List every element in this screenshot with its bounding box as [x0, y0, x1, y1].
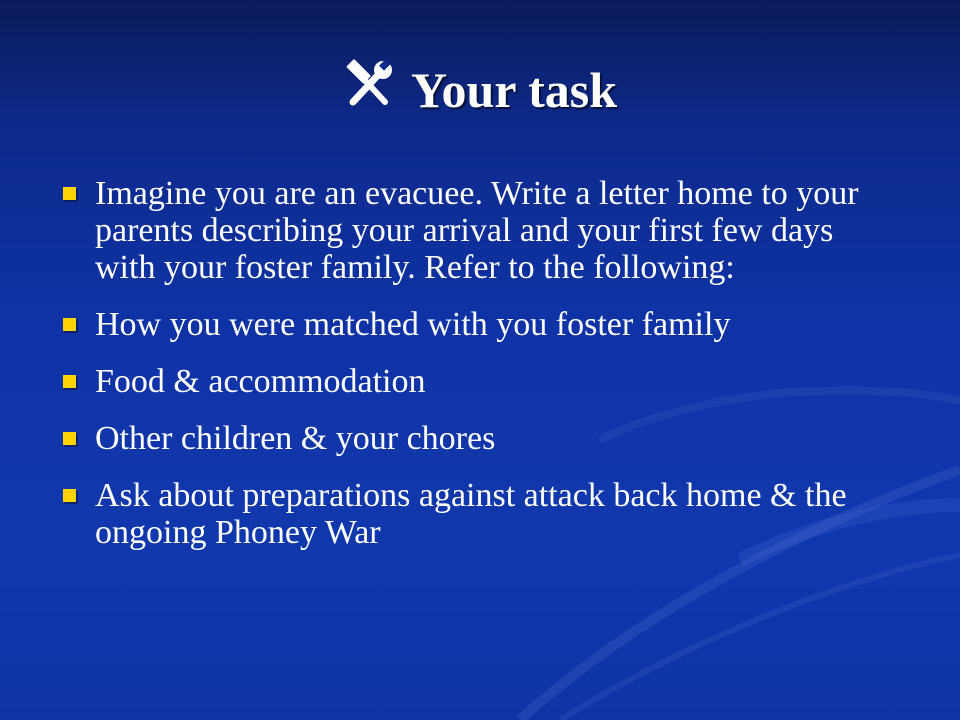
bullet-marker — [63, 489, 76, 502]
bullet-item — [60, 420, 900, 457]
bullet-item — [60, 363, 900, 400]
bullet-item — [60, 477, 900, 551]
bullet-item — [60, 175, 900, 286]
bullet-marker — [63, 375, 76, 388]
bullet-text: Other children & your chores — [95, 420, 496, 457]
bullet-marker — [63, 432, 76, 445]
bullet-marker — [63, 318, 76, 331]
bullet-marker — [63, 187, 76, 200]
bullet-text: How you were matched with you foster family — [95, 306, 731, 343]
bullet-text: Ask about preparations against attack back home & the ongoing Phoney War — [95, 477, 847, 551]
bullet-item — [60, 306, 900, 343]
title-text: Your task — [410, 62, 618, 118]
bullet-list — [60, 175, 900, 571]
bullet-text: Imagine you are an evacuee. Write a letter home to your parents describing your arrival and your first few days with your foster family. Refer to the following: — [95, 175, 859, 286]
hammer-wrench-icon — [343, 58, 395, 125]
slide-title — [0, 58, 960, 129]
bullet-text: Food & accommodation — [95, 363, 426, 400]
